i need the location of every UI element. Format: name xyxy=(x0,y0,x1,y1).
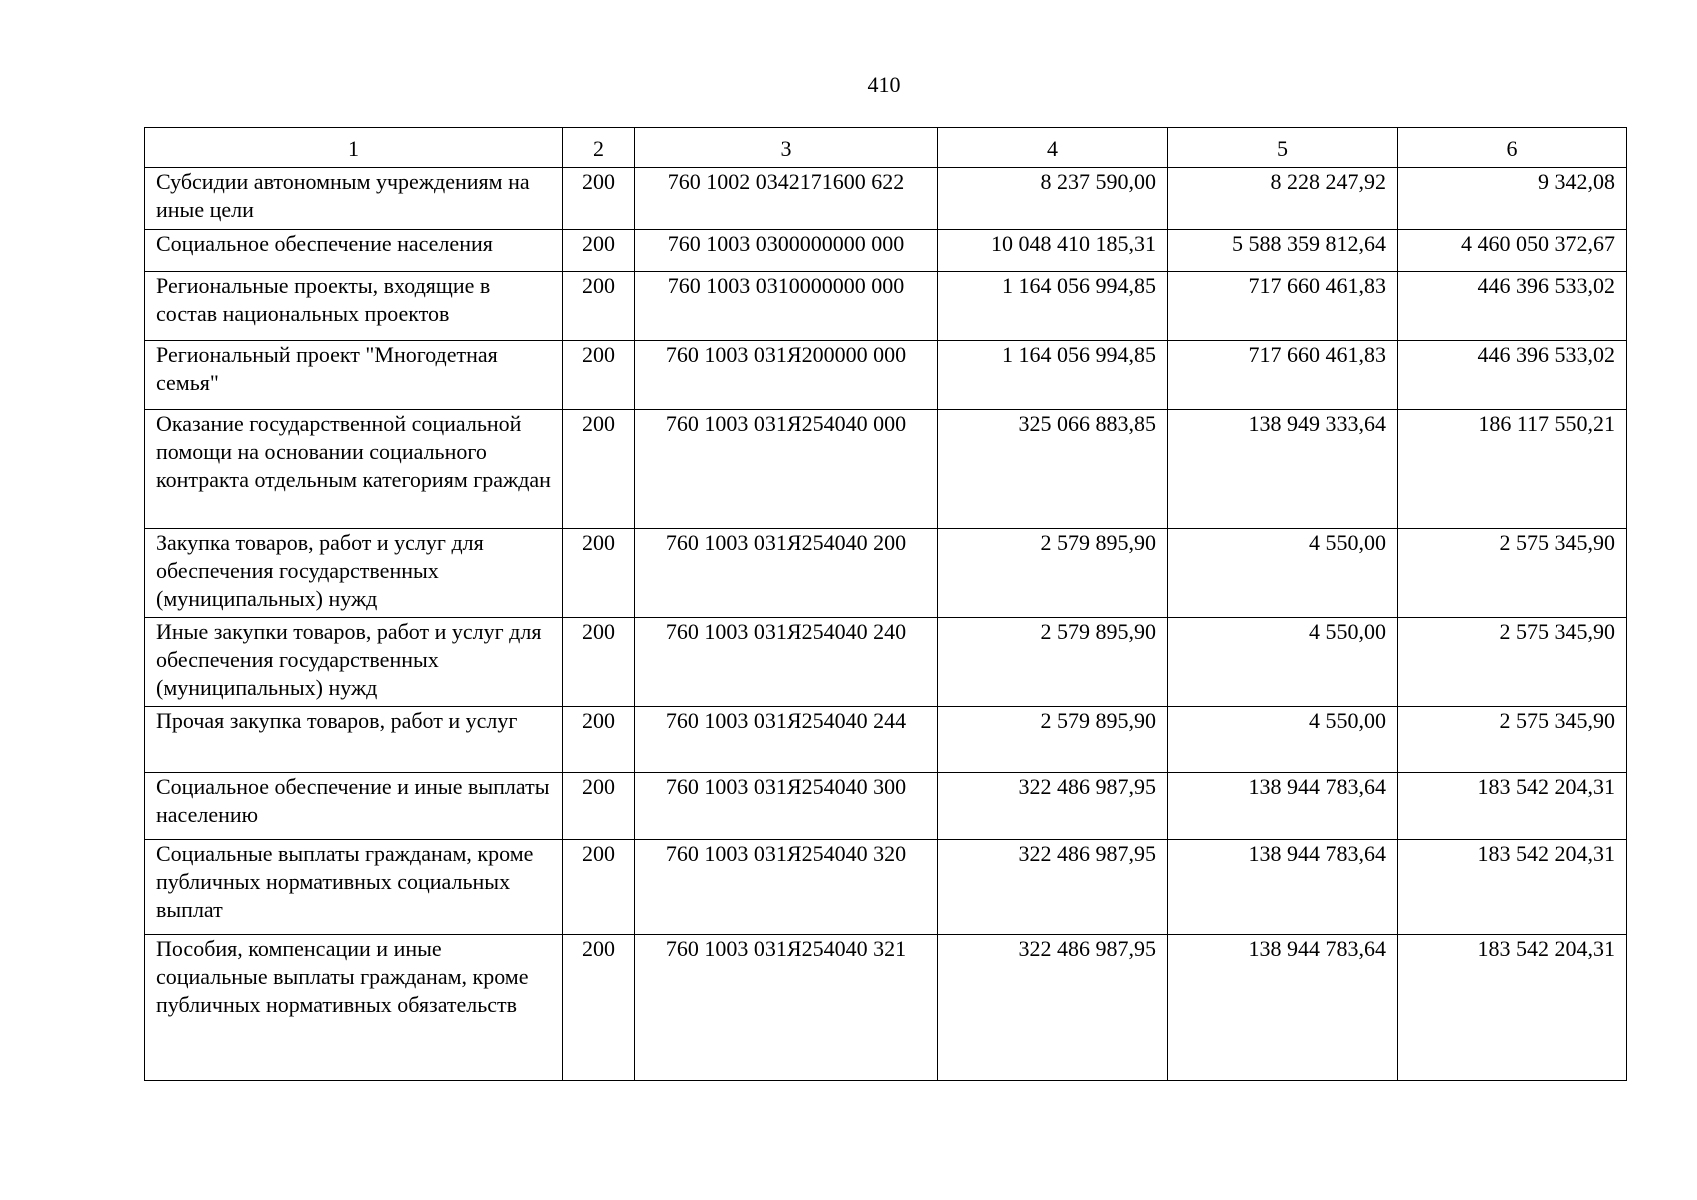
row-column-2: 200 xyxy=(563,840,635,935)
table-row xyxy=(145,230,1627,272)
row-column-6: 183 542 204,31 xyxy=(1398,935,1627,1081)
row-column-4: 322 486 987,95 xyxy=(938,935,1168,1081)
row-column-6: 186 117 550,21 xyxy=(1398,410,1627,529)
row-code: 760 1003 031Я254040 300 xyxy=(635,773,938,840)
row-column-2: 200 xyxy=(563,529,635,618)
page-number: 410 xyxy=(867,72,901,97)
table-header-row xyxy=(145,128,1627,168)
table-row xyxy=(145,618,1627,707)
row-code: 760 1003 031Я254040 244 xyxy=(635,707,938,773)
row-column-5: 138 944 783,64 xyxy=(1168,935,1398,1081)
row-column-5: 4 550,00 xyxy=(1168,529,1398,618)
column-header: 3 xyxy=(635,128,938,168)
row-column-4: 1 164 056 994,85 xyxy=(938,341,1168,410)
row-column-2: 200 xyxy=(563,618,635,707)
row-name: Закупка товаров, работ и услуг для обеспечения государственных (муниципальных) нужд xyxy=(145,529,563,618)
row-name: Прочая закупка товаров, работ и услуг xyxy=(145,707,563,773)
row-column-5: 717 660 461,83 xyxy=(1168,341,1398,410)
row-column-2: 200 xyxy=(563,272,635,341)
row-column-6: 446 396 533,02 xyxy=(1398,341,1627,410)
row-column-4: 322 486 987,95 xyxy=(938,773,1168,840)
row-name: Оказание государственной социальной помощи на основании социального контракта отдельным категориям граждан xyxy=(145,410,563,529)
row-column-6: 2 575 345,90 xyxy=(1398,707,1627,773)
table-row xyxy=(145,168,1627,230)
row-column-4: 322 486 987,95 xyxy=(938,840,1168,935)
row-column-2: 200 xyxy=(563,773,635,840)
row-name: Пособия, компенсации и иные социальные выплаты гражданам, кроме публичных нормативных обязательств xyxy=(145,935,563,1081)
row-column-6: 2 575 345,90 xyxy=(1398,618,1627,707)
table-row xyxy=(145,410,1627,529)
column-header: 2 xyxy=(563,128,635,168)
row-column-6: 2 575 345,90 xyxy=(1398,529,1627,618)
row-column-4: 2 579 895,90 xyxy=(938,529,1168,618)
row-column-6: 183 542 204,31 xyxy=(1398,773,1627,840)
table-row xyxy=(145,272,1627,341)
row-column-6: 183 542 204,31 xyxy=(1398,840,1627,935)
row-column-4: 1 164 056 994,85 xyxy=(938,272,1168,341)
row-code: 760 1003 0300000000 000 xyxy=(635,230,938,272)
row-code: 760 1003 031Я200000 000 xyxy=(635,341,938,410)
row-column-2: 200 xyxy=(563,707,635,773)
row-column-2: 200 xyxy=(563,230,635,272)
row-code: 760 1003 0310000000 000 xyxy=(635,272,938,341)
row-column-5: 4 550,00 xyxy=(1168,618,1398,707)
row-column-5: 4 550,00 xyxy=(1168,707,1398,773)
row-column-6: 9 342,08 xyxy=(1398,168,1627,230)
row-column-4: 8 237 590,00 xyxy=(938,168,1168,230)
row-name: Субсидии автономным учреждениям на иные цели xyxy=(145,168,563,230)
row-column-5: 138 944 783,64 xyxy=(1168,840,1398,935)
table-row xyxy=(145,840,1627,935)
row-column-2: 200 xyxy=(563,168,635,230)
row-code: 760 1003 031Я254040 200 xyxy=(635,529,938,618)
row-column-5: 138 944 783,64 xyxy=(1168,773,1398,840)
column-header: 4 xyxy=(938,128,1168,168)
row-name: Социальные выплаты гражданам, кроме публичных нормативных социальных выплат xyxy=(145,840,563,935)
row-name: Социальное обеспечение населения xyxy=(145,230,563,272)
table-row xyxy=(145,773,1627,840)
budget-table xyxy=(144,127,1627,1081)
column-header: 6 xyxy=(1398,128,1627,168)
row-column-6: 4 460 050 372,67 xyxy=(1398,230,1627,272)
row-column-4: 325 066 883,85 xyxy=(938,410,1168,529)
row-column-4: 2 579 895,90 xyxy=(938,707,1168,773)
row-name: Региональные проекты, входящие в состав национальных проектов xyxy=(145,272,563,341)
row-code: 760 1002 0342171600 622 xyxy=(635,168,938,230)
row-column-4: 10 048 410 185,31 xyxy=(938,230,1168,272)
row-column-6: 446 396 533,02 xyxy=(1398,272,1627,341)
row-column-5: 8 228 247,92 xyxy=(1168,168,1398,230)
column-header: 5 xyxy=(1168,128,1398,168)
row-column-2: 200 xyxy=(563,935,635,1081)
table-row xyxy=(145,529,1627,618)
row-name: Региональный проект "Многодетная семья" xyxy=(145,341,563,410)
row-column-5: 138 949 333,64 xyxy=(1168,410,1398,529)
table-row xyxy=(145,707,1627,773)
row-column-5: 5 588 359 812,64 xyxy=(1168,230,1398,272)
table-row xyxy=(145,341,1627,410)
row-column-2: 200 xyxy=(563,410,635,529)
row-column-4: 2 579 895,90 xyxy=(938,618,1168,707)
row-name: Социальное обеспечение и иные выплаты населению xyxy=(145,773,563,840)
row-code: 760 1003 031Я254040 321 xyxy=(635,935,938,1081)
row-code: 760 1003 031Я254040 320 xyxy=(635,840,938,935)
row-name: Иные закупки товаров, работ и услуг для обеспечения государственных (муниципальных) нужд xyxy=(145,618,563,707)
row-column-5: 717 660 461,83 xyxy=(1168,272,1398,341)
table-row xyxy=(145,935,1627,1081)
column-header: 1 xyxy=(145,128,563,168)
row-column-2: 200 xyxy=(563,341,635,410)
row-code: 760 1003 031Я254040 240 xyxy=(635,618,938,707)
row-code: 760 1003 031Я254040 000 xyxy=(635,410,938,529)
